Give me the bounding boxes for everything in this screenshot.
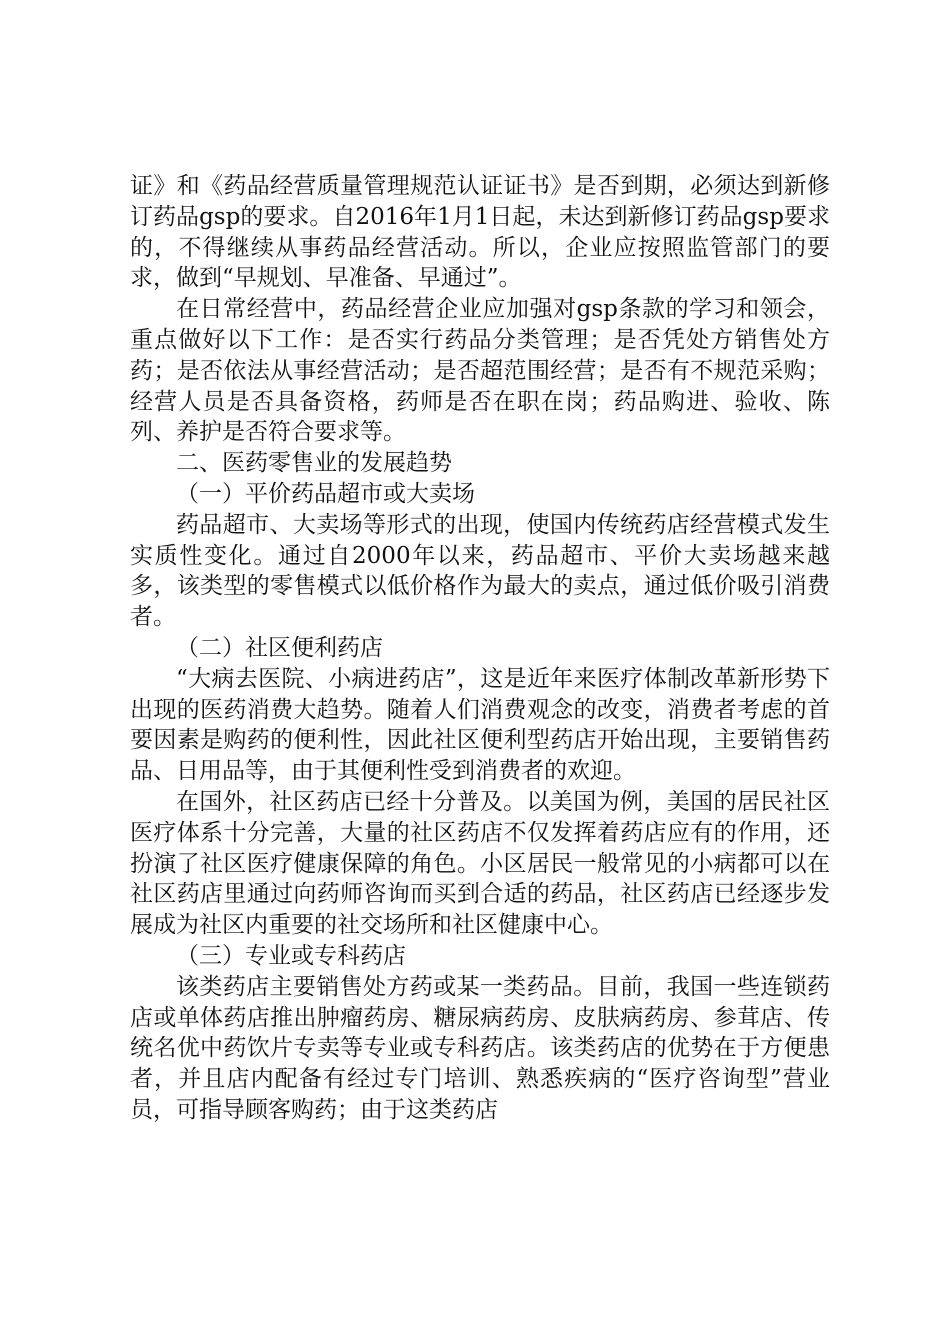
document-body [130, 171, 830, 1126]
paragraph-specialty-pharmacy: 该类药店主要销售处方药或某一类药品。目前，我国一些连锁药店或单体药店推出肿瘤药房、糖尿病药房、皮肤病药房、参茸店、传统名优中药饮片专卖等专业或专科药店。该类药店的优势在于方便患者，并且店内配备有经过专门培训、熟悉疾病的“医疗咨询型”营业员，可指导顾客购药；由于这类药店 [130, 973, 830, 1123]
subsection-heading-specialty-pharmacy: （三）专业或专科药店 [176, 942, 406, 969]
paragraph-gsp-daily-operation: 在日常经营中，药品经营企业应加强对gsp条款的学习和领会，重点做好以下工作：是否实行药品分类管理；是否凭处方销售处方药；是否依法从事经营活动；是否超范围经营；是否有不规范采购；经营人员是否具备资格，药师是否在职在岗；药品购进、验收、陈列、养护是否符合要求等。 [130, 296, 830, 446]
paragraph-continuation: 证》和《药品经营质量管理规范认证证书》是否到期，必须达到新修订药品gsp的要求。自2016年1月1日起，未达到新修订药品gsp要求的，不得继续从事药品经营活动。所以，企业应按照监管部门的要求，做到“早规划、早准备、早通过”。 [130, 173, 830, 292]
paragraph-supermarket: 药品超市、大卖场等形式的出现，使国内传统药店经营模式发生实质性变化。通过自2000年以来，药品超市、平价大卖场越来越多，该类型的零售模式以低价格作为最大的卖点，通过低价吸引消费者。 [130, 511, 830, 631]
subsection-heading-community-pharmacy: （二）社区便利药店 [176, 634, 383, 661]
paragraph-community-pharmacy-trend: “大病去医院、小病进药店”，这是近年来医疗体制改革新形势下出现的医药消费大趋势。随着人们消费观念的改变，消费者考虑的首要因素是购药的便利性，因此社区便利型药店开始出现，主要销售药品、日用品等，由于其便利性受到消费者的欢迎。 [130, 665, 830, 785]
subsection-heading-supermarket: （一）平价药品超市或大卖场 [176, 480, 475, 507]
paragraph-community-pharmacy-abroad: 在国外，社区药店已经十分普及。以美国为例，美国的居民社区医疗体系十分完善，大量的社区药店不仅发挥着药店应有的作用，还扮演了社区医疗健康保障的角色。小区居民一般常见的小病都可以在社区药店里通过向药师咨询而买到合适的药品，社区药店已经逐步发展成为社区内重要的社交场所和社区健康中心。 [130, 788, 830, 939]
section-heading-retail-trends: 二、医药零售业的发展趋势 [176, 450, 452, 477]
